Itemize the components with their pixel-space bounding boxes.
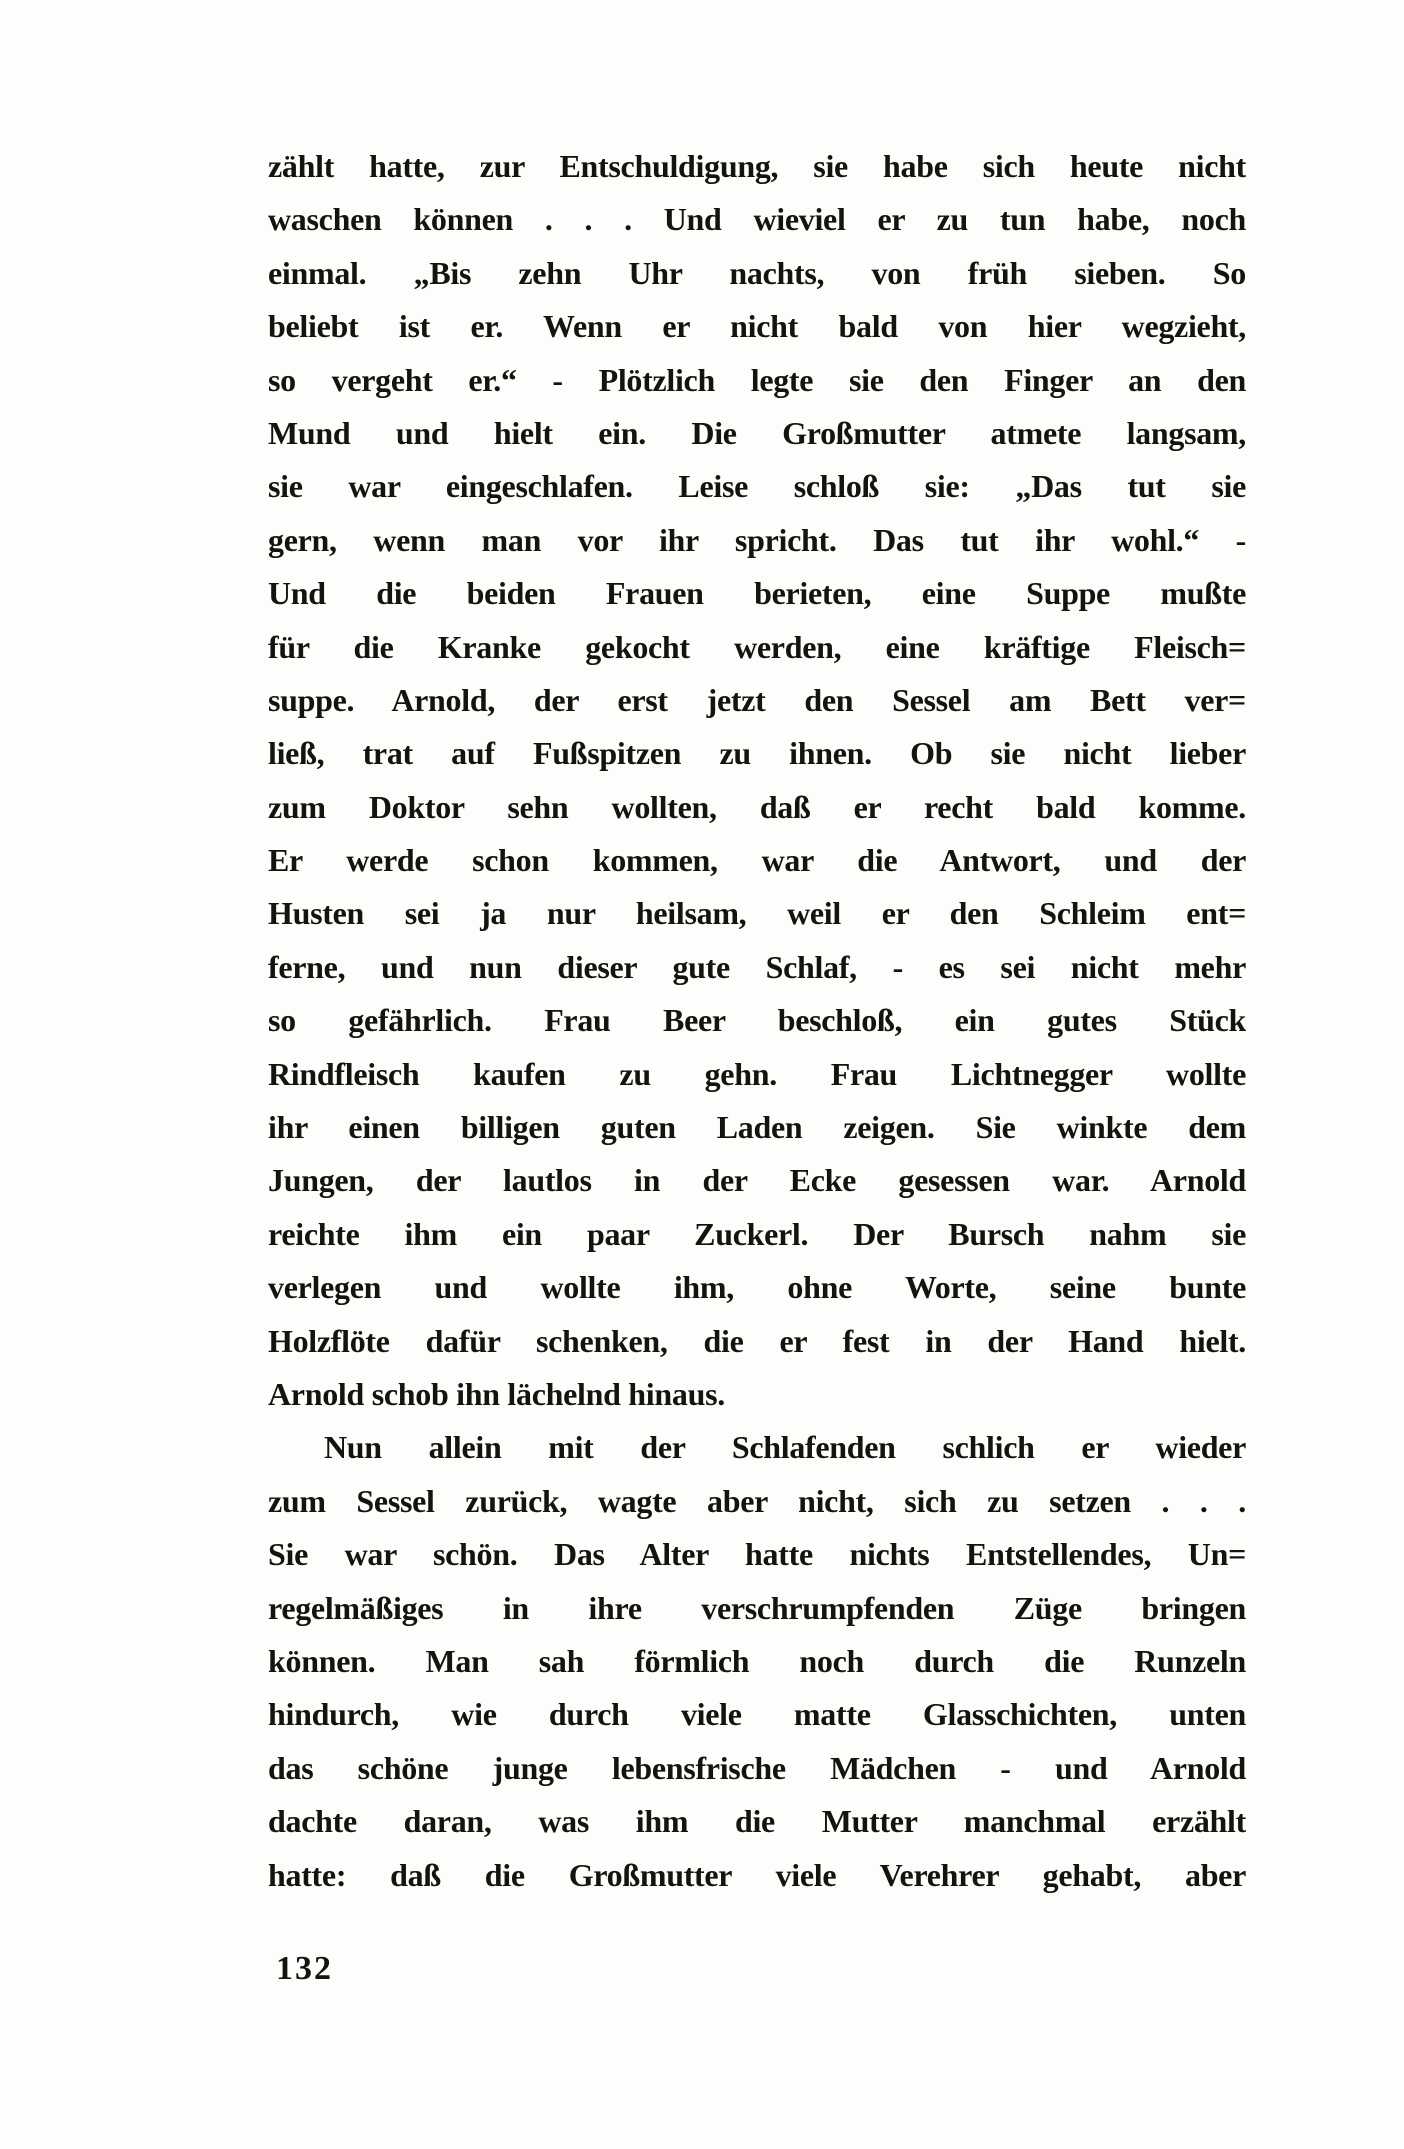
text-line: ferne, und nun dieser gute Schlaf, - es sei nicht mehr bbox=[268, 948, 1246, 985]
text-line: ihr einen billigen guten Laden zeigen. Sie winkte dem bbox=[268, 1109, 1246, 1146]
text-line: Mund und hielt ein. Die Großmutter atmete langsam, bbox=[268, 414, 1246, 451]
text-line: das schöne junge lebensfrische Mädchen - und Arnold bbox=[268, 1749, 1246, 1786]
text-line: zum Sessel zurück, wagte aber nicht, sich zu setzen . . . bbox=[268, 1482, 1246, 1519]
text-line: beliebt ist er. Wenn er nicht bald von hier wegzieht, bbox=[268, 308, 1246, 345]
text-line: verlegen und wollte ihm, ohne Worte, seine bunte bbox=[268, 1269, 1246, 1306]
text-line: Er werde schon kommen, war die Antwort, und der bbox=[268, 842, 1246, 879]
text-line: Arnold schob ihn lächelnd hinaus. bbox=[268, 1375, 725, 1412]
text-line: einmal. „Bis zehn Uhr nachts, von früh sieben. So bbox=[268, 254, 1246, 291]
text-line: Husten sei ja nur heilsam, weil er den Schleim ent= bbox=[268, 895, 1246, 932]
text-line: Nun allein mit der Schlafenden schlich er wieder bbox=[324, 1429, 1246, 1466]
text-line: waschen können . . . Und wieviel er zu tun habe, noch bbox=[268, 201, 1246, 238]
text-line: Und die beiden Frauen berieten, eine Suppe mußte bbox=[268, 575, 1246, 612]
text-line: Sie war schön. Das Alter hatte nichts Entstellendes, Un= bbox=[268, 1536, 1246, 1573]
text-line: dachte daran, was ihm die Mutter manchmal erzählt bbox=[268, 1803, 1246, 1840]
text-line: ließ, trat auf Fußspitzen zu ihnen. Ob sie nicht lieber bbox=[268, 735, 1246, 772]
text-line: Jungen, der lautlos in der Ecke gesessen war. Arnold bbox=[268, 1162, 1246, 1199]
text-line: für die Kranke gekocht werden, eine kräftige Fleisch= bbox=[268, 628, 1246, 665]
text-line: hindurch, wie durch viele matte Glasschichten, unten bbox=[268, 1696, 1246, 1733]
text-line: so vergeht er.“ - Plötzlich legte sie den Finger an den bbox=[268, 361, 1246, 398]
text-line: so gefährlich. Frau Beer beschloß, ein gutes Stück bbox=[268, 1002, 1246, 1039]
text-line: zählt hatte, zur Entschuldigung, sie habe sich heute nicht bbox=[268, 148, 1246, 184]
text-line: reichte ihm ein paar Zuckerl. Der Bursch nahm sie bbox=[268, 1215, 1246, 1252]
page-number: 132 bbox=[276, 1950, 333, 1987]
text-line: können. Man sah förmlich noch durch die Runzeln bbox=[268, 1642, 1246, 1679]
text-line: sie war eingeschlafen. Leise schloß sie: „Das tut sie bbox=[268, 468, 1246, 505]
text-line: gern, wenn man vor ihr spricht. Das tut ihr wohl.“ - bbox=[268, 521, 1246, 558]
page-text bbox=[268, 140, 1246, 1902]
text-line: suppe. Arnold, der erst jetzt den Sessel am Bett ver= bbox=[268, 681, 1246, 718]
text-line: regelmäßiges in ihre verschrumpfenden Züge bringen bbox=[268, 1589, 1246, 1626]
text-line: zum Doktor sehn wollten, daß er recht bald komme. bbox=[268, 788, 1246, 825]
text-line: Holzflöte dafür schenken, die er fest in der Hand hielt. bbox=[268, 1322, 1246, 1359]
text-line: hatte: daß die Großmutter viele Verehrer gehabt, aber bbox=[268, 1856, 1246, 1893]
text-line: Rindfleisch kaufen zu gehn. Frau Lichtnegger wollte bbox=[268, 1055, 1246, 1092]
